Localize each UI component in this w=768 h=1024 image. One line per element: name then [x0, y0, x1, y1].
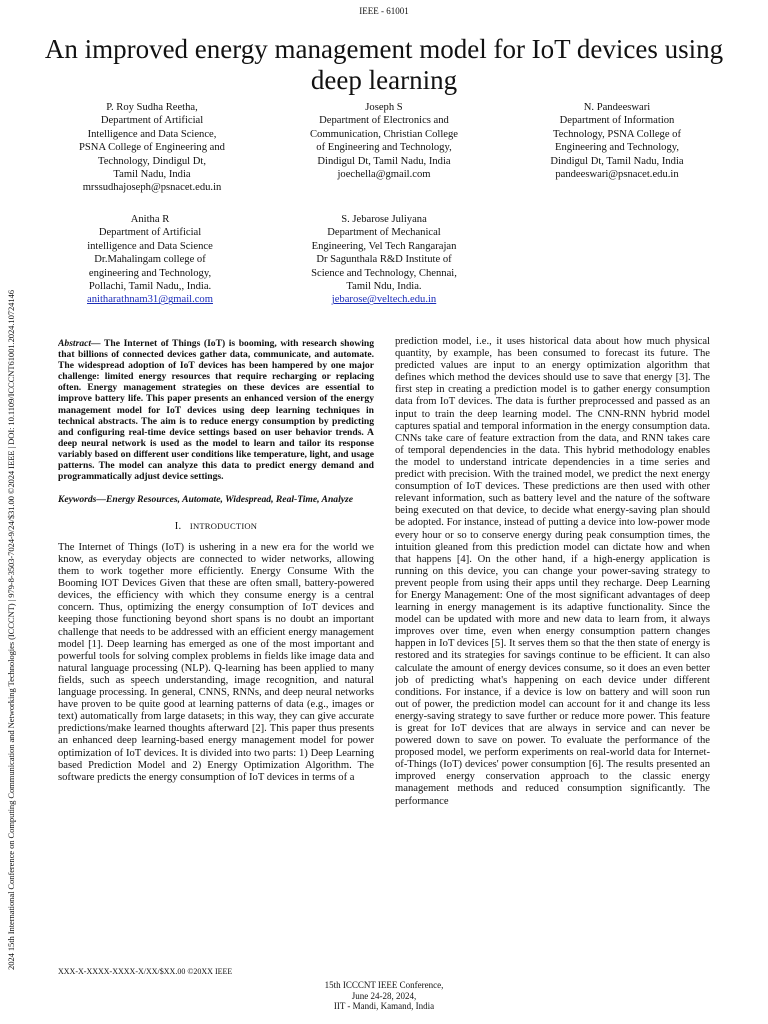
author-line: Tamil Ndu, India. — [346, 281, 422, 293]
intro-text-left: The Internet of Things (IoT) is ushering in a new era for the world we know, as everyday objects are connected to wider networks, allowing them to work together more efficiently. Energy Consume With the Booming IOT Devices Given that these are often small, battery-powered devices, the efficiency with which they consume energy is a central concern. Thus, optimizing the energy consumption of IoT devices and keeping those functioning beyond short spans is no doubt an important challenge that needs to be addressed with an efficient energy management model [1]. Deep learning has emerged as one of the most important and powerful tools for solving complex problems in fields like image data and natural language processing (NLP). Q-learning has been applied to many fields, such as speech understanding, image recognition, and natural language processing. In general, CNNS, RNNs, and deep neural networks have proven to be quite good at learning patterns of data (e.g., images or text) automatically from large datasets; in this way, they can give accurate predictions/make learned thoughts afterward [2]. This paper thus presents an enhanced deep learning-based energy management model for power optimization of IoT devices. It is divided into two parts: 1) Deep Learning based Prediction Model and 2) Energy Optimization Algorithm. The software predicts the energy consumption of IoT devices in terms of a — [58, 541, 374, 783]
author-line: Science and Technology, Chennai, — [311, 267, 457, 279]
abstract-label: Abstract— — [58, 338, 101, 349]
author-line: engineering and Technology, — [88, 267, 212, 279]
paper-title: An improved energy management model for IoT devices using deep learning — [44, 34, 724, 95]
abstract-text: The Internet of Things (IoT) is booming, with research showing that billions of connected devices gather data, communicate, and automate. The widespread adoption of IoT devices has been hampered by one major challenge: limited energy resources that require recharging or replacing often. Energy management strategies on these devices are essential to improve battery life. This paper presents an enhanced version of the energy management model for IoT devices using deep learning techniques in technical abstracts. The aim is to reduce energy consumption by predicting and configuring real-time device settings based on user behavior trends. A deep neural network is used as the model to learn and tailor its response variably based on different user conditions like temperature, light, and usage patterns. The model can analyze this data to predict energy demand and programmatically adjust device settings. — [58, 338, 374, 483]
author-line: of Engineering and Technology, — [316, 142, 452, 154]
keywords: Keywords—Energy Resources, Automate, Widespread, Real-Time, Analyze — [58, 494, 353, 506]
author-block-3 — [517, 101, 717, 181]
author-line: Technology, PSNA College of — [552, 128, 682, 140]
author-line: Dindigul Dt, Tamil Nadu, India — [317, 155, 451, 167]
section-title-text: INTRODUCTION — [189, 520, 258, 531]
author-line: Pollachi, Tamil Nadu,, India. — [88, 281, 212, 293]
author-line: P. Roy Sudha Reetha, — [106, 102, 198, 113]
footer-venue: IIT - Mandi, Kamand, India — [333, 1001, 435, 1012]
author-line: Engineering, Vel Tech Rangarajan — [311, 240, 457, 252]
author-line: Dr.Mahalingam college of — [94, 254, 206, 266]
author-line: Communication, Christian College — [309, 128, 458, 140]
author-line: Technology, Dindigul Dt, — [97, 155, 207, 167]
author-block-1 — [52, 101, 252, 195]
author-line: intelligence and Data Science — [87, 240, 213, 252]
left-column — [58, 338, 374, 954]
author-line: Department of Mechanical — [327, 227, 441, 239]
footer-conference-name: 15th ICCCNT IEEE Conference, — [324, 980, 444, 990]
side-citation-note: 2024 15th International Conference on Computing Communication and Networking Technologies (ICCCNT) | 979-8-3503-7024-9/24/$31.00 ©2024 IEEE | DOI: 10.1109/ICCCNT61001.2024.10724146 — [6, 290, 16, 970]
author-email[interactable]: mrssudhajoseph@psnacet.edu.in — [82, 182, 222, 194]
author-line: Intelligence and Data Science, — [87, 128, 217, 140]
author-line: Dindigul Dt, Tamil Nadu, India — [550, 155, 684, 167]
author-line: Joseph S — [365, 102, 403, 113]
right-column — [395, 336, 710, 942]
author-email-link[interactable]: jebarose@veltech.edu.in — [331, 294, 437, 306]
author-line: PSNA College of Engineering and — [79, 142, 225, 154]
author-line: Anitha R — [130, 214, 170, 225]
author-line: Department of Artificial — [100, 115, 204, 127]
intro-text-right: prediction model, i.e., it uses historical data about how much physical quantity, by example, has been consumed to forecast its future. The predicted values are input to an energy optimization algorithm that defines which method the devices should use to save that energy [3]. The first step in creating a prediction model is to gather energy consumption data from IoT devices. The data is further preprocessed and passed as an input to train the deep learning model. The CNN-RNN hybrid model captures spatial and temporal information in the energy consumption data. CNNs take care of feature extraction from the data, and RNN takes care of temporal dependencies in the data. This hybrid methodology enables the model to understand intricate dependencies in a time series and predict with precision. With the trained model, we predict the next energy consumption of IoT devices. These predictions are then used with other relevant information, such as battery level and the nature of the software being executed on that device, to decide what energy-saving plan should be adopted. For instance, instead of putting a device into low-power mode every hour or so to conserve energy during peak consumption times, the intuition gleaned from this prediction model can dictate how and when that happens [4]. On the other hand, if a high-energy application is running on this device, you can change your power-saving strategy to prevent people from using their apps until they recharge. Deep Learning for Energy Management: One of the most significant advantages of deep learning in energy management is its adaptive functionality. Since the model can be updated with more and new data to learn from, it always improves over time, even when energy consumption pattern changes happen in IoT devices [5]. It serves them so that the then state of energy is restored and its strategies for savings continue to be efficient. It can also calculate the amount of energy devices consume, so it does an even better job of predicting what's happening on each device under different conditions. For instance, if a device is low on battery and will soon run out of power, the prediction model can account for it and change its less energy-saving strategy to save further or reduce more power. This feature is great for IoT devices that are always in service and can never be powered down to save on power. To evaluate the performance of the proposed model, we perform experiments on real-world data for Internet-of-Things (IoT) devices' power consumption [6]. The results presented an improved energy conservation approach to the classic energy management methods and reduced consumption significantly. The performance — [395, 336, 710, 807]
author-line: S. Jebarose Juliyana — [341, 214, 427, 225]
author-line: Department of Artificial — [98, 227, 202, 239]
section-number: I. — [174, 520, 182, 532]
footer-dates: June 24-28, 2024, — [351, 990, 417, 1001]
author-line: Engineering and Technology, — [555, 142, 679, 154]
author-email[interactable]: pandeeswari@psnacet.edu.in — [555, 169, 679, 181]
header-code: IEEE - 61001 — [359, 6, 409, 16]
footer-conference — [0, 980, 768, 1012]
author-email-link[interactable]: anitharathnam31@gmail.com — [87, 294, 213, 306]
author-line: N. Pandeeswari — [583, 102, 651, 113]
author-email[interactable]: joechella@gmail.com — [337, 169, 431, 181]
author-line: Dr Sagunthala R&D Institute of — [316, 254, 452, 266]
author-line: Department of Information — [559, 115, 675, 127]
author-line: Department of Electronics and — [319, 115, 449, 127]
author-block-2 — [284, 101, 484, 181]
abstract — [58, 338, 374, 482]
footer-copyright: XXX-X-XXXX-XXXX-X/XX/$XX.00 ©20XX IEEE — [58, 967, 233, 976]
author-line: Tamil Nadu, India — [113, 169, 191, 181]
author-block-4 — [50, 213, 250, 307]
author-block-5 — [284, 213, 484, 307]
section-heading — [58, 520, 374, 533]
